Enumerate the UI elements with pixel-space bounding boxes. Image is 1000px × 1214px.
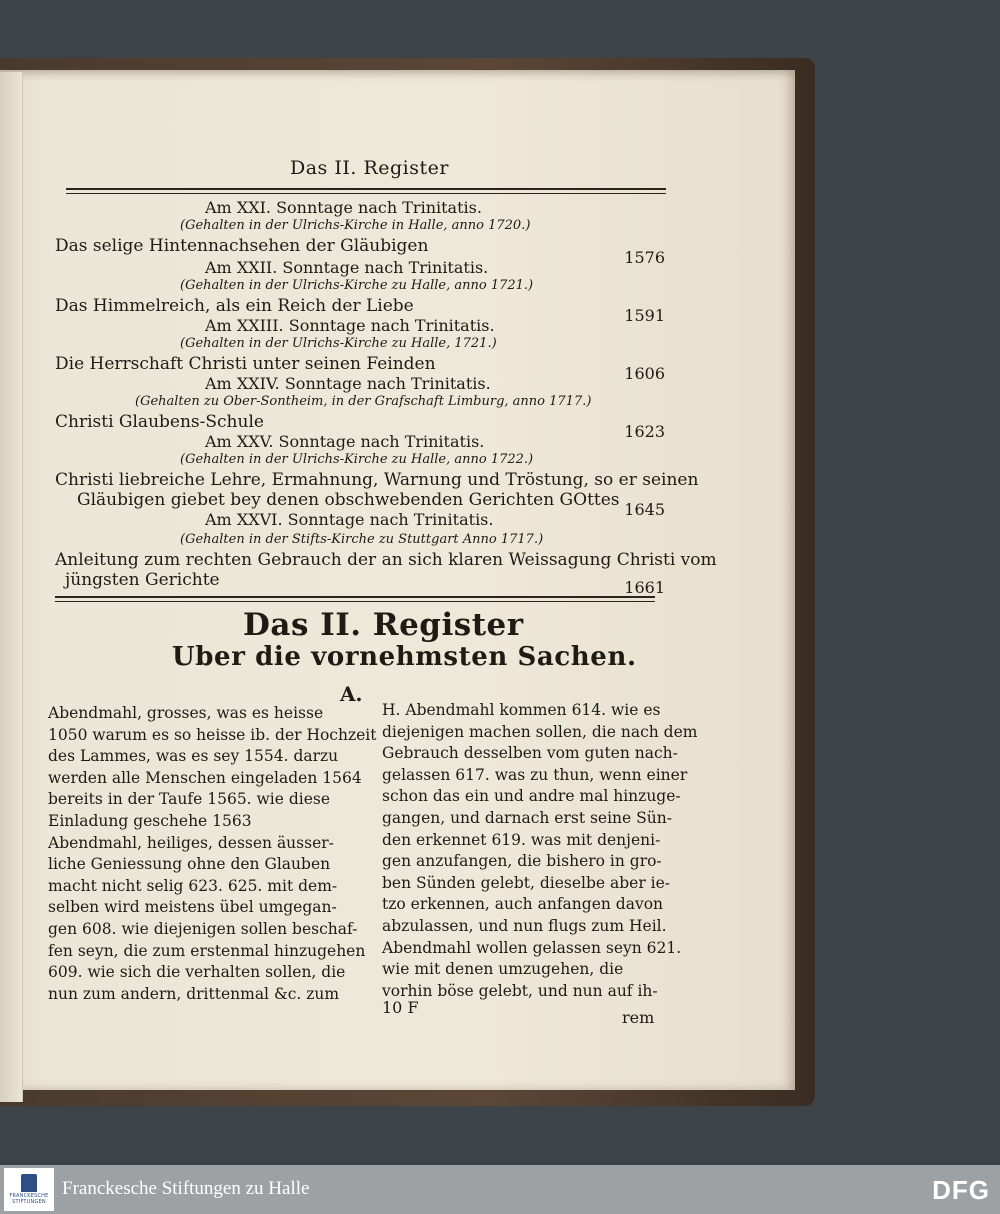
toc-page-number: 1576: [624, 248, 665, 267]
toc-note: (Gehalten in der Ulrichs-Kirche zu Halle, 1721.): [180, 336, 497, 351]
index-line: gelassen 617. was zu thun, wenn einer: [382, 765, 688, 784]
index-line: werden alle Menschen eingeladen 1564: [48, 768, 362, 787]
index-line: wie mit denen umzugehen, die: [382, 960, 624, 979]
index-line: schon das ein und andre mal hinzuge-: [382, 787, 681, 806]
index-line: Gebrauch desselben vom guten nach-: [382, 744, 678, 763]
toc-sunday: Am XXIII. Sonntage nach Trinitatis.: [205, 316, 495, 335]
page-edge: [0, 72, 23, 1102]
toc-note: (Gehalten in der Ulrichs-Kirche zu Halle, anno 1721.): [180, 278, 534, 293]
index-line: nun zum andern, drittenmal &c. zum: [48, 984, 340, 1003]
signature-mark: 10 F: [382, 998, 419, 1017]
index-line: Abendmahl, grosses, was es heisse: [48, 704, 324, 722]
toc-entry: Das selige Hintennachsehen der Gläubigen: [55, 236, 429, 256]
index-line: diejenigen machen sollen, die nach dem: [382, 722, 698, 741]
toc-entry: Christi Glaubens-Schule: [55, 412, 264, 432]
index-line: 1050 warum es so heisse ib. der Hochzeit: [48, 725, 377, 744]
section-title: Das II. Register: [243, 607, 524, 643]
logo-text-2: STIFTUNGEN: [12, 1198, 46, 1205]
running-head: Das II. Register: [290, 157, 449, 179]
index-line: H. Abendmahl kommen 614. wie es: [382, 701, 661, 719]
catchword: rem: [622, 1008, 655, 1027]
toc-page-number: 1645: [624, 500, 665, 519]
index-line: den erkennet 619. was mit denjeni-: [382, 830, 661, 849]
toc-entry: Gläubigen giebet bey denen obschwebenden Gerichten GOttes: [77, 490, 620, 510]
viewer-footer: [0, 1165, 1000, 1214]
toc-page-number: 1606: [624, 364, 665, 383]
index-line: gen anzufangen, die bishero in gro-: [382, 852, 662, 871]
toc-end-rule: [55, 596, 655, 598]
index-column-left: [48, 703, 377, 1005]
toc-page-number: 1661: [624, 578, 665, 597]
toc-sunday: Am XXVI. Sonntage nach Trinitatis.: [205, 510, 494, 529]
index-line: selben wird meistens übel umgegan-: [48, 898, 337, 917]
index-line: 609. wie sich die verhalten sollen, die: [48, 963, 346, 982]
index-column-right: [382, 700, 698, 1002]
index-letter: A.: [340, 682, 363, 706]
index-line: gen 608. wie diejenigen sollen beschaf-: [48, 919, 358, 938]
head-rule: [66, 188, 666, 190]
building-icon: [21, 1174, 37, 1192]
toc-page-number: 1623: [624, 422, 665, 441]
toc-note: (Gehalten in der Ulrichs-Kirche zu Halle, anno 1722.): [180, 452, 534, 467]
index-line: Abendmahl, heiliges, dessen äusser-: [48, 833, 334, 852]
franckesche-logo[interactable]: [4, 1168, 54, 1211]
index-line: bereits in der Taufe 1565. wie diese: [48, 790, 331, 809]
toc-note: (Gehalten in der Stifts-Kirche zu Stuttgart Anno 1717.): [180, 532, 544, 547]
toc-sunday: Am XXIV. Sonntage nach Trinitatis.: [205, 374, 491, 393]
index-line: fen seyn, die zum erstenmal hinzugehen: [48, 941, 366, 960]
index-line: Einladung geschehe 1563: [48, 811, 252, 830]
index-line: ben Sünden gelebt, dieselbe aber ie-: [382, 873, 671, 892]
index-line: Abendmahl wollen gelassen seyn 621.: [382, 938, 682, 957]
toc-entry: Das Himmelreich, als ein Reich der Liebe: [55, 296, 414, 316]
index-line: vorhin böse gelebt, und nun auf ih-: [382, 981, 658, 1000]
toc-note: (Gehalten in der Ulrichs-Kirche in Halle, anno 1720.): [180, 218, 531, 233]
toc-entry: Anleitung zum rechten Gebrauch der an sich klaren Weissagung Christi vom: [55, 550, 717, 570]
head-rule-thin: [66, 193, 666, 194]
toc-sunday: Am XXV. Sonntage nach Trinitatis.: [205, 432, 485, 451]
logo-text-1: FRANCKESCHE: [9, 1193, 49, 1199]
toc-sunday: Am XXII. Sonntage nach Trinitatis.: [205, 258, 489, 277]
toc-page-number: 1591: [624, 306, 665, 325]
index-line: des Lammes, was es sey 1554. darzu: [48, 747, 339, 766]
section-subtitle: Uber die vornehmsten Sachen.: [172, 642, 637, 672]
toc-end-rule-thin: [55, 601, 655, 602]
toc-note: (Gehalten zu Ober-Sontheim, in der Grafschaft Limburg, anno 1717.): [135, 394, 592, 409]
index-line: gangen, und darnach erst seine Sün-: [382, 808, 672, 827]
index-line: abzulassen, und nun flugs zum Heil.: [382, 916, 667, 935]
index-line: macht nicht selig 623. 625. mit dem-: [48, 876, 338, 895]
institution-name[interactable]: Franckesche Stiftungen zu Halle: [62, 1178, 310, 1199]
index-line: tzo erkennen, auch anfangen davon: [382, 895, 664, 914]
toc-entry: Die Herrschaft Christi unter seinen Feinden: [55, 354, 436, 374]
toc-entry: jüngsten Gerichte: [65, 570, 220, 590]
dfg-logo[interactable]: DFG: [932, 1175, 990, 1205]
toc-entry: Christi liebreiche Lehre, Ermahnung, Warnung und Tröstung, so er seinen: [55, 470, 699, 490]
toc-sunday: Am XXI. Sonntage nach Trinitatis.: [205, 198, 482, 217]
index-line: liche Geniessung ohne den Glauben: [48, 855, 331, 874]
